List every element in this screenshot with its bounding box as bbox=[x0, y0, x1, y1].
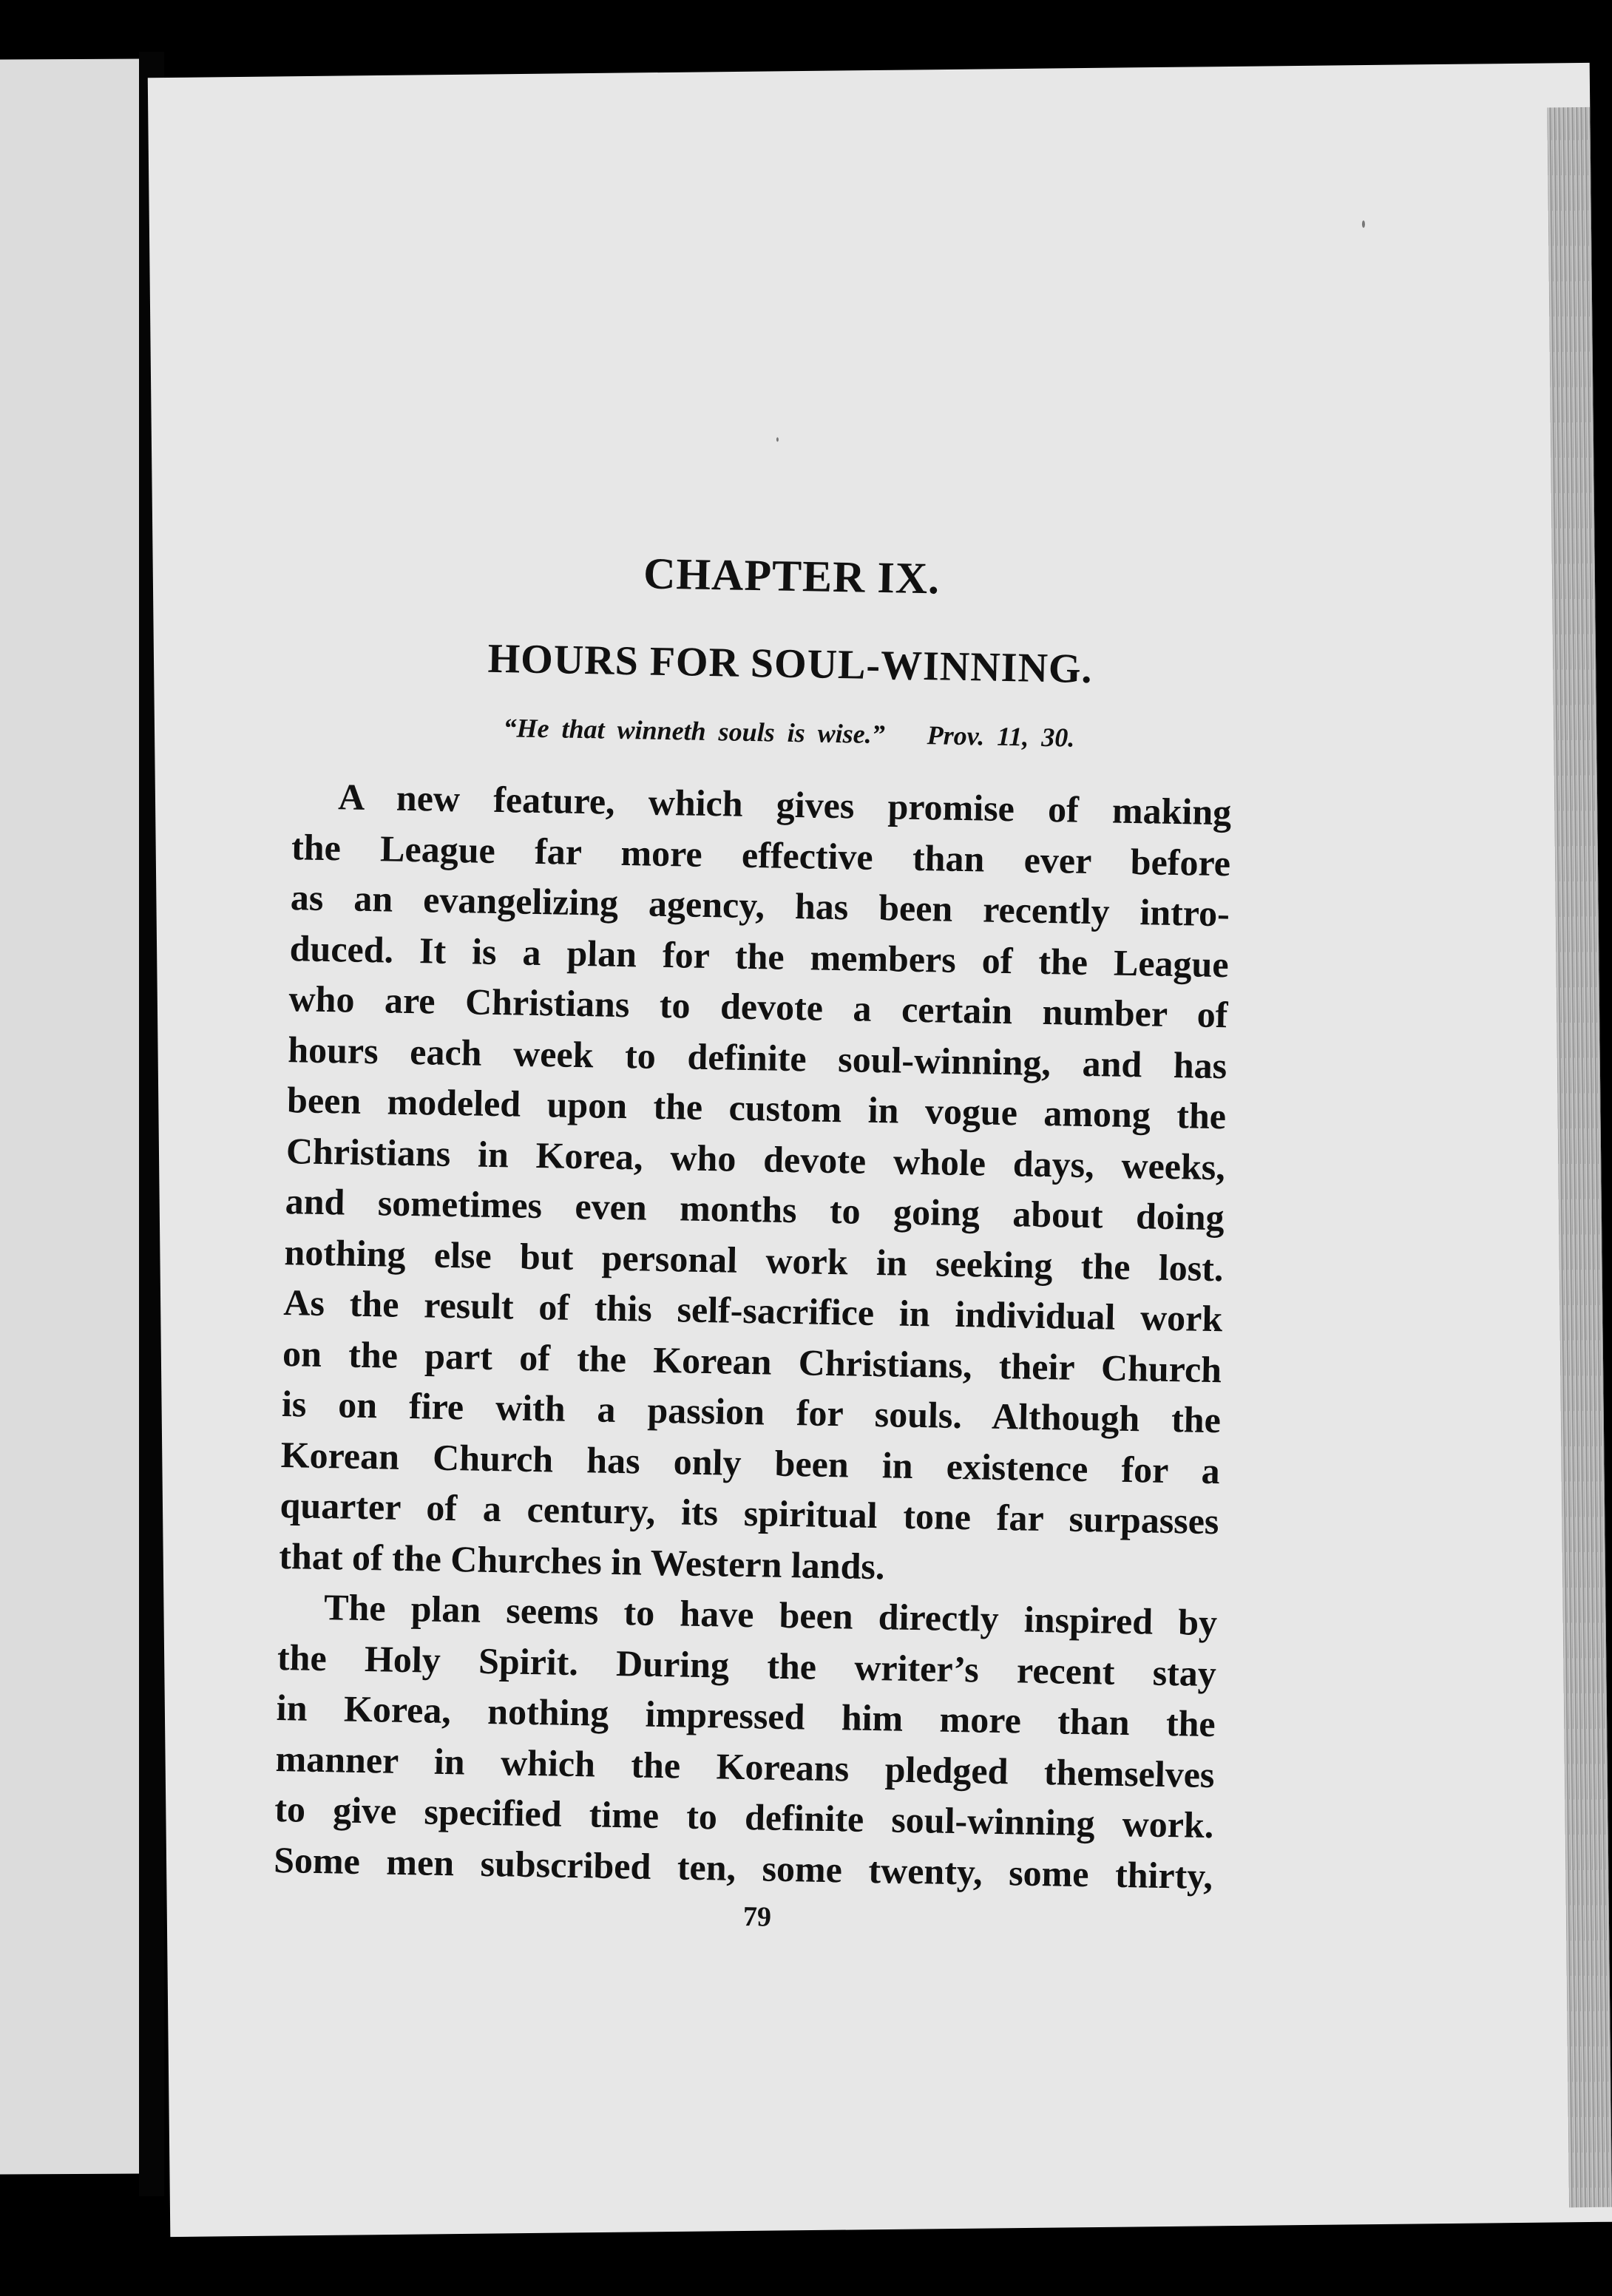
chapter-title: HOURS FOR SOUL-WINNING. bbox=[487, 635, 1094, 693]
text-line: the Holy Spirit. During the writer’s recent stay bbox=[277, 1636, 1217, 1694]
text-line: is on fire with a passion for souls. Although the bbox=[281, 1383, 1222, 1441]
text-line: the League far more effective than ever before bbox=[291, 825, 1231, 884]
text-line: on the part of the Korean Christians, their Church bbox=[282, 1332, 1222, 1390]
page-number: 79 bbox=[742, 1901, 772, 1933]
text-line: As the result of this self-sacrifice in individual work bbox=[282, 1281, 1223, 1340]
paragraph-2 bbox=[274, 1581, 1218, 1901]
facing-page-edge bbox=[0, 59, 140, 2175]
epigraph bbox=[294, 708, 1233, 756]
text-line: been modeled upon the custom in vogue among the bbox=[286, 1079, 1227, 1137]
text-line: in Korea, nothing impressed him more than the bbox=[276, 1686, 1216, 1745]
epigraph-quote: “He that winneth souls is wise.” bbox=[503, 713, 886, 750]
page-stack-edges bbox=[1547, 107, 1612, 2207]
text-line: who are Christians to devote a certain number of bbox=[288, 978, 1228, 1036]
text-line: duced. It is a plan for the members of the League bbox=[289, 927, 1230, 985]
text-line: Korean Church has only been in existence for a bbox=[280, 1433, 1221, 1491]
text-line: A new feature, which gives promise of making bbox=[337, 776, 1232, 833]
paragraph-1 bbox=[279, 771, 1232, 1597]
page-text-block bbox=[273, 542, 1236, 1941]
chapter-number: CHAPTER IX. bbox=[643, 549, 941, 603]
text-line: The plan seems to have been directly inspired by bbox=[323, 1586, 1218, 1644]
book-page bbox=[148, 63, 1612, 2237]
text-line: quarter of a century, its spiritual tone far surpasses bbox=[280, 1484, 1219, 1542]
epigraph-reference: Prov. 11, 30. bbox=[927, 720, 1075, 753]
text-line: and sometimes even months to going about doing bbox=[285, 1180, 1225, 1239]
text-line: Some men subscribed ten, some twenty, some thirty, bbox=[273, 1838, 1213, 1897]
scan-speck bbox=[1362, 220, 1365, 228]
scan-speck bbox=[776, 437, 779, 441]
text-line: that of the Churches in Western lands. bbox=[278, 1534, 885, 1587]
text-line: manner in which the Koreans pledged themselves bbox=[275, 1737, 1215, 1795]
text-line: as an evangelizing agency, has been recently intro- bbox=[290, 876, 1230, 935]
text-line: to give specified time to definite soul-winning work. bbox=[274, 1787, 1214, 1846]
text-line: Christians in Korea, who devote whole days, weeks, bbox=[285, 1129, 1226, 1188]
text-line: nothing else but personal work in seeking the lost. bbox=[284, 1230, 1224, 1289]
text-line: hours each week to definite soul-winning, and has bbox=[287, 1028, 1227, 1086]
